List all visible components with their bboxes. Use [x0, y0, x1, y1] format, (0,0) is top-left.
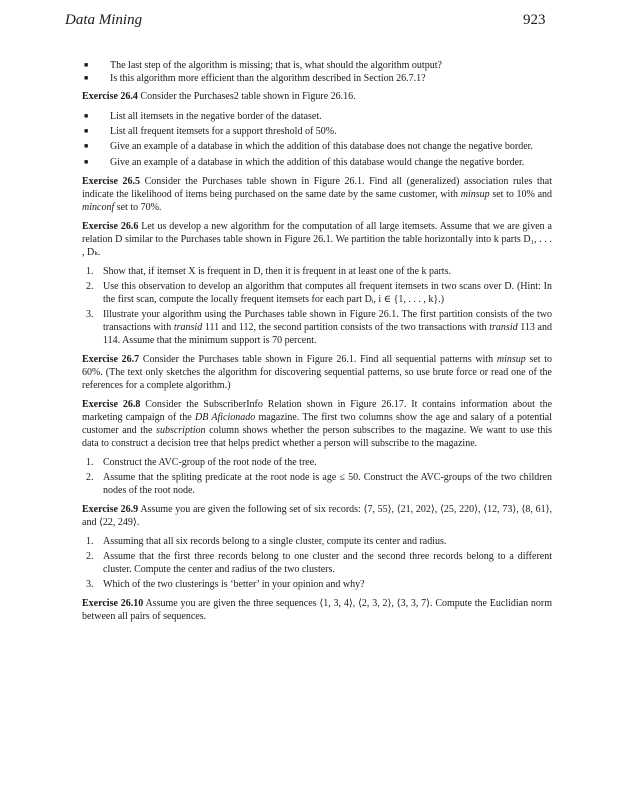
exercise-26-6 — [82, 220, 552, 259]
exercise-text: column shows whether the person subscribes to the magazine. We want to use this data to construct a decision tree that helps predict whether a person will subscribe to the magazine. — [82, 425, 552, 449]
bullet-item: ■ List all frequent itemsets for a support threshold of 50%. — [82, 125, 552, 138]
item-text: Show that, if itemset X is frequent in D, then it is frequent in at least one of the k parts. — [103, 266, 451, 277]
transid-term: transid — [173, 322, 203, 333]
bullet-item: ■ Is this algorithm more efficient than the algorithm described in Section 26.7.1? — [82, 72, 552, 85]
numbered-item — [82, 456, 552, 469]
exercise-text: Let us develop a new algorithm for the computation of all large itemsets. Assume that we are given a relation D similar to the Purchases table shown in Figure 26.1. We partition the table horizontally into k parts D₁, . . . , Dₖ. — [82, 221, 552, 258]
exercise-text: Consider the Purchases table shown in Figure 26.1. Find all (generalized) association rules that indicate the likelihood of items being purchased on the same date by the same customer, with — [82, 176, 552, 200]
item-text: Use this observation to develop an algorithm that computes all frequent itemsets in two scans over D. (Hint: In the first scan, compute the locally frequent itemsets for each part Dᵢ, i ∈ {1, . . . , k}.) — [103, 281, 552, 305]
exercise-label: Exercise 26.4 — [82, 91, 138, 102]
exercise-label: Exercise 26.8 — [82, 399, 141, 410]
exercise-label: Exercise 26.7 — [82, 354, 140, 365]
numbered-item — [82, 535, 552, 548]
page-number: 923 — [523, 12, 546, 28]
numbered-item — [82, 550, 552, 576]
minsup-term: minsup — [460, 189, 490, 200]
exercise-text: set to 60%. (The text only sketches the algorithm for discovering sequential patterns, so use brute force or read one of the references for a complete algorithm.) — [82, 354, 553, 391]
item-text: 113 and 114. Assume that the minimum support is 70 percent. — [103, 322, 552, 346]
magazine-name: DB Aficionado — [194, 412, 256, 423]
numbered-item — [82, 265, 552, 278]
item-number: 1. — [86, 266, 94, 277]
item-text: Illustrate your algorithm using the Purchases table shown in Figure 26.1. The first partition consists of the two transactions with — [103, 309, 552, 333]
item-number: 3. — [86, 309, 94, 320]
minconf-term: minconf — [82, 202, 115, 213]
exercise-26-10 — [82, 597, 552, 623]
numbered-item — [82, 308, 552, 347]
bullet-item: ■ The last step of the algorithm is missing; that is, what should the algorithm output? — [82, 59, 552, 72]
running-header-title: Data Mining — [65, 12, 143, 28]
item-number: 3. — [86, 579, 94, 590]
item-number: 2. — [86, 551, 94, 562]
transid-term: transid — [489, 322, 518, 333]
exercise-26-9 — [82, 503, 552, 529]
bullet-item: ■ Give an example of a database in which the addition of this database would change the negative border. — [82, 156, 552, 169]
numbered-item — [82, 471, 552, 497]
exercise-label: Exercise 26.10 — [82, 598, 144, 609]
exercise-26-5 — [82, 175, 552, 214]
item-number: 2. — [86, 472, 94, 483]
exercise-26-4 — [82, 90, 552, 103]
exercise-text: Consider the Purchases2 table shown in Figure 26.16. — [140, 91, 356, 102]
exercise-label: Exercise 26.9 — [82, 504, 139, 515]
item-text: Assume that the spliting predicate at the root node is age ≤ 50. Construct the AVC-groups of the two children nodes of the root node. — [103, 472, 552, 496]
item-number: 1. — [86, 457, 94, 468]
exercise-text: Assume you are given the three sequences ⟨1, 3, 4⟩, ⟨2, 3, 2⟩, ⟨3, 3, 7⟩. Compute the Euclidian norm between all pairs of sequences. — [82, 598, 552, 622]
exercise-text: set to 70%. — [114, 202, 162, 213]
bullet-item: ■ Give an example of a database in which the addition of this database does not change the negative border. — [82, 140, 552, 153]
item-number: 1. — [86, 536, 94, 547]
exercise-26-8 — [82, 398, 552, 450]
exercise-text: magazine. The first two columns show the age and salary of a potential customer and the — [82, 412, 553, 436]
page-body — [82, 59, 552, 623]
numbered-item — [82, 280, 552, 306]
item-text: Assume that the first three records belong to one cluster and the second three records belong to a different cluster. Compute the center and radius of the two clusters. — [103, 551, 552, 575]
exercise-label: Exercise 26.6 — [82, 221, 139, 232]
exercise-26-7 — [82, 353, 552, 392]
bullet-item: ■ List all itemsets in the negative border of the dataset. — [82, 110, 552, 123]
item-number: 2. — [86, 281, 94, 292]
exercise-text: Consider the Purchases table shown in Figure 26.1. Find all sequential patterns with — [142, 354, 497, 365]
item-text: Which of the two clusterings is ‘better’ in your opinion and why? — [103, 579, 365, 590]
exercise-text: set to 10% and — [489, 189, 553, 200]
exercise-label: Exercise 26.5 — [82, 176, 141, 187]
minsup-term: minsup — [496, 354, 526, 365]
subscription-term: subscription — [156, 425, 206, 436]
item-text: Construct the AVC-group of the root node of the tree. — [103, 457, 317, 468]
item-text: 111 and 112, the second partition consists of the two transactions with — [202, 322, 490, 333]
exercise-text: Assume you are given the following set of six records: ⟨7, 55⟩, ⟨21, 202⟩, ⟨25, 220⟩, ⟨12, 73⟩, ⟨8, 61⟩, and ⟨22, 249⟩. — [82, 504, 553, 528]
item-text: Assuming that all six records belong to a single cluster, compute its center and radius. — [103, 536, 447, 547]
exercise-text: Consider the SubscriberInfo Relation shown in Figure 26.17. It contains information about the marketing campaign of the — [82, 399, 553, 423]
numbered-item — [82, 578, 552, 591]
